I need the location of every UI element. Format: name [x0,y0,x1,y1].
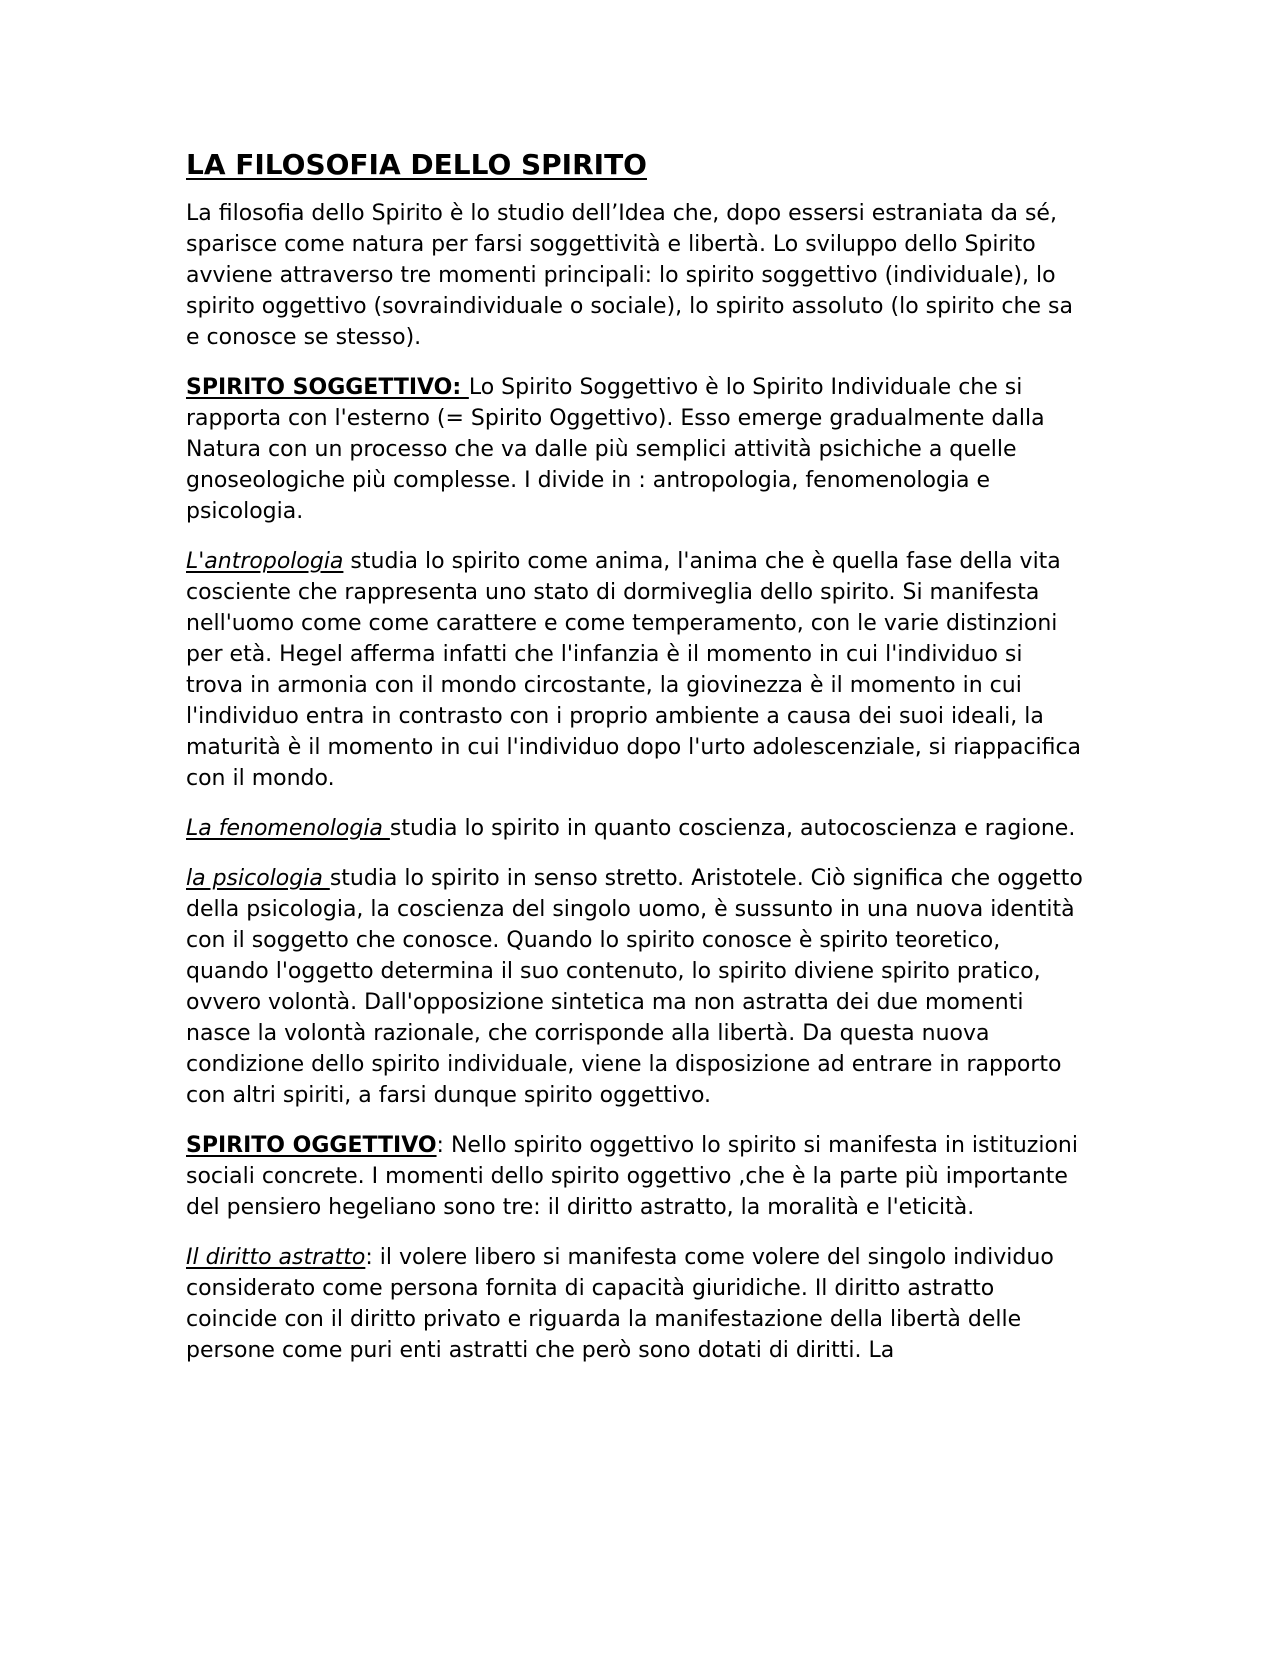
paragraph-intro-text: La filosofia dello Spirito è lo studio dell’Idea che, dopo essersi estraniata da sé, sparisce come natura per farsi soggettività e libertà. Lo sviluppo dello Spirito avviene attraverso tre momenti principali: lo spirito soggettivo (individuale), lo spirito oggettivo (sovraindividuale o sociale), lo spirito assoluto (lo spirito che sa e conosce se stesso). [186,201,1073,350]
paragraph-spirito-soggettivo-text: Lo Spirito Soggettivo è lo Spirito Individuale che si rapporta con l'esterno (= Spirito Oggettivo). Esso emerge gradualmente dalla Natura con un processo che va dalle più semplici attività psichiche a quelle gnoseologiche più complesse. I divide in : antropologia, fenomenologia e psicologia. [186,375,1045,524]
document-page [186,146,1086,1385]
paragraph-spirito-soggettivo [186,372,1086,527]
paragraph-psicologia-text: studia lo spirito in senso stretto. Aristotele. Ciò significa che oggetto della psicologia, la coscienza del singolo uomo, è sussunto in una nuova identità con il soggetto che conosce. Quando lo spirito conosce è spirito teoretico, quando l'oggetto determina il suo contenuto, lo spirito diviene spirito pratico, ovvero volontà. Dall'opposizione sintetica ma non astratta dei due momenti nasce la volontà razionale, che corrisponde alla libertà. Da questa nuova condizione dello spirito individuale, viene la disposizione ad entrare in rapporto con altri spiriti, a farsi dunque spirito oggettivo. [186,866,1083,1108]
paragraph-fenomenologia-text: studia lo spirito in quanto coscienza, autocoscienza e ragione. [389,816,1076,841]
paragraph-spirito-oggettivo-text: : Nello spirito oggettivo lo spirito si manifesta in istituzioni sociali concrete. I momenti dello spirito oggettivo ,che è la parte più importante del pensiero hegeliano sono tre: il diritto astratto, la moralità e l'eticità. [186,1133,1078,1220]
paragraph-fenomenologia [186,813,1086,844]
paragraph-antropologia-text: studia lo spirito come anima, l'anima che è quella fase della vita cosciente che rappresenta uno stato di dormiveglia dello spirito. Si manifesta nell'uomo come come carattere e come temperamento, con le varie distinzioni per età. Hegel afferma infatti che l'infanzia è il momento in cui l'individuo si trova in armonia con il mondo circostante, la giovinezza è il momento in cui l'individuo entra in contrasto con i proprio ambiente a causa dei suoi ideali, la maturità è il momento in cui l'individuo dopo l'urto adolescenziale, si riappacifica con il mondo. [186,549,1082,791]
heading-spirito-oggettivo: SPIRITO OGGETTIVO [186,1133,437,1158]
paragraph-diritto-astratto-text: : il volere libero si manifesta come volere del singolo individuo considerato come persona fornita di capacità giuridiche. Il diritto astratto coincide con il diritto privato e riguarda la manifestazione della libertà delle persone come puri enti astratti che però sono dotati di diritti. La [186,1245,1054,1363]
term-antropologia: L'antropologia [186,549,344,574]
term-fenomenologia: La fenomenologia [186,816,390,841]
paragraph-spirito-oggettivo [186,1130,1086,1223]
page-title: LA FILOSOFIA DELLO SPIRITO [186,148,647,181]
term-diritto-astratto: Il diritto astratto [186,1245,366,1270]
heading-spirito-soggettivo: SPIRITO SOGGETTIVO: [186,375,469,400]
paragraph-psicologia [186,863,1086,1111]
paragraph-intro [186,198,1086,353]
paragraph-diritto-astratto [186,1242,1086,1366]
paragraph-antropologia [186,546,1086,794]
term-psicologia: la psicologia [186,866,330,891]
